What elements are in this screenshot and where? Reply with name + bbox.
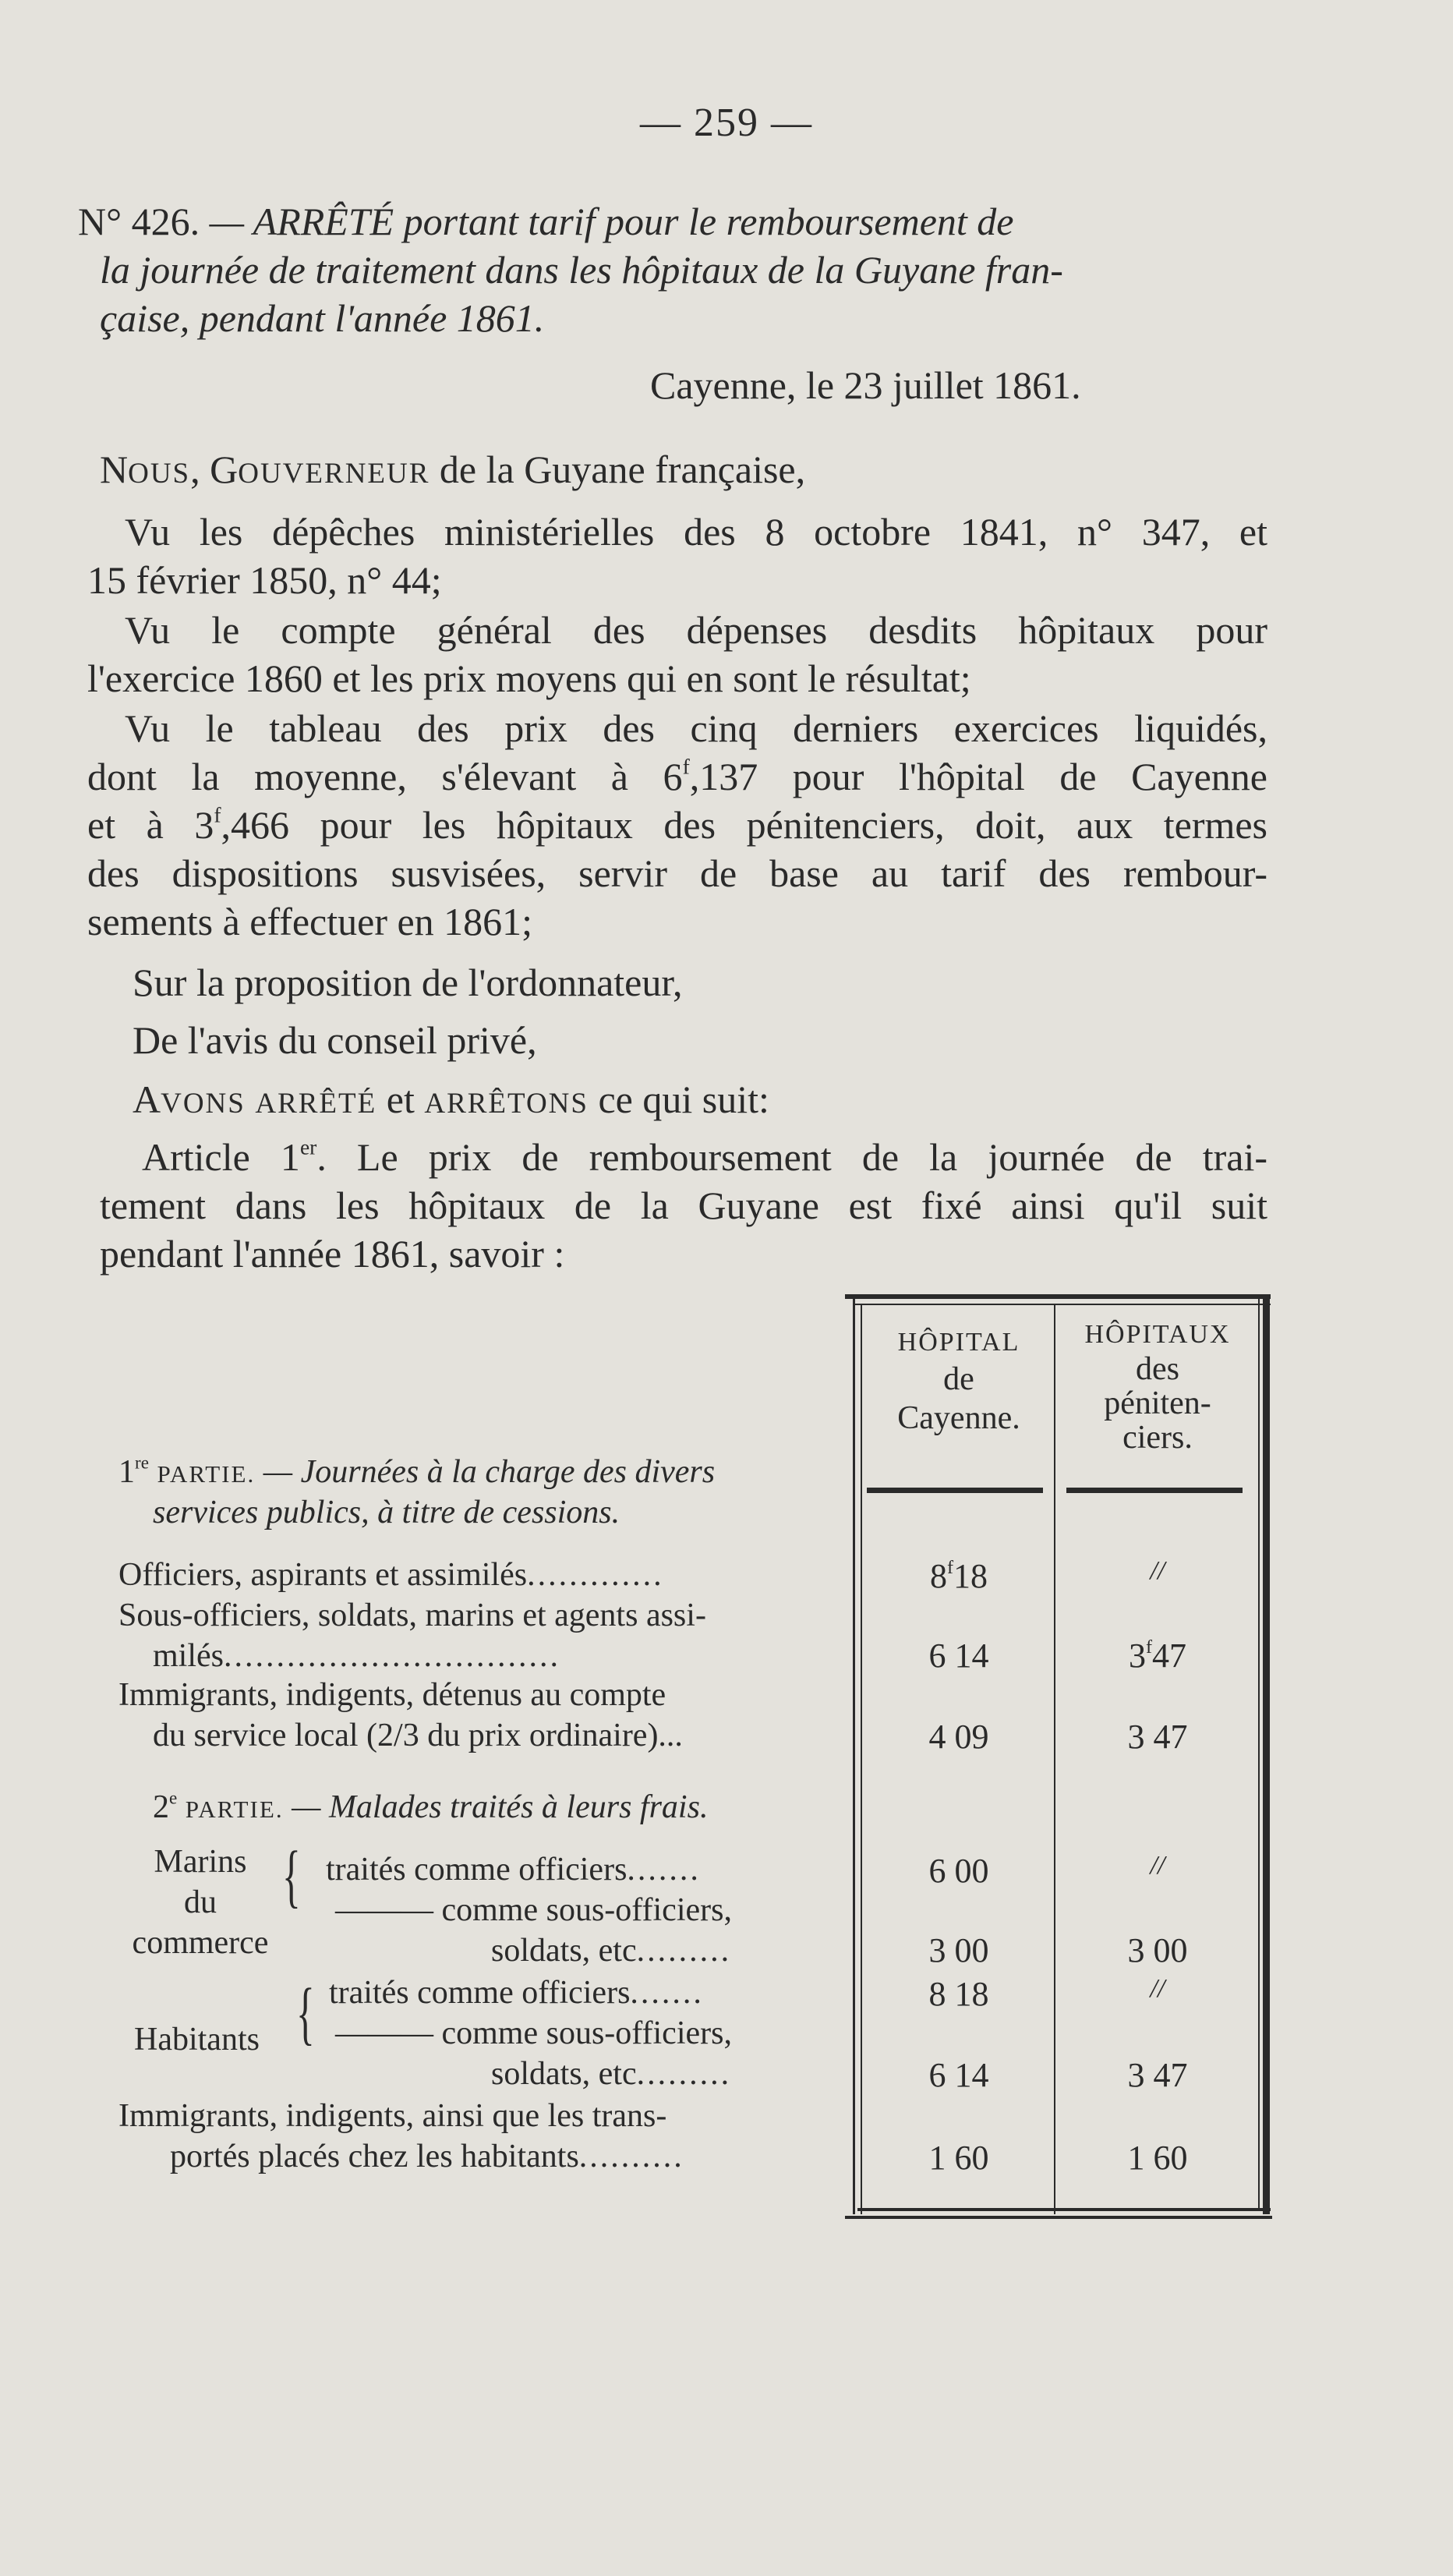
row-sous-officiers-penitenciers: 3$^f$47: [1128, 1636, 1187, 1675]
header-underline-2: [1066, 1488, 1243, 1493]
vu-line-2a: Vu le compte général des dépenses desdits hôpitaux pour: [125, 608, 1267, 652]
row-officiers-penitenciers: //: [1150, 1556, 1165, 1585]
group-marins-commerce: Marins du commerce: [132, 1844, 269, 1961]
table-top-rule-thin: [854, 1304, 1271, 1305]
vu-line-3e: sements à effectuer en 1861;: [87, 900, 533, 943]
row-habitants-sous-officiers-penitenciers: 3 47: [1127, 2056, 1188, 2094]
row-habitants-sous-officiers-label-1: ——— comme sous-officiers,: [335, 2015, 732, 2051]
row-marins-sous-officiers-cayenne: 3 00: [928, 1931, 989, 1969]
row-habitants-officiers-penitenciers: //: [1150, 1974, 1165, 2003]
article-1-line2: tement dans les hôpitaux de la Guyane est fixé ainsi qu'il suit: [100, 1184, 1267, 1227]
sur-proposition-line: Sur la proposition de l'ordonnateur,: [133, 961, 683, 1004]
table-right-border: [1263, 1294, 1270, 2214]
table-left-border: [853, 1294, 855, 2214]
row-marins-officiers-label: traités comme officiers.......: [326, 1852, 701, 1888]
row-sous-officiers-cayenne: 6 14: [928, 1637, 989, 1675]
vu-line-3a: Vu le tableau des prix des cinq derniers exercices liquidés,: [125, 706, 1267, 750]
vu-line-2b: l'exercice 1860 et les prix moyens qui en sont le résultat;: [87, 656, 971, 700]
preamble-nous-line: NOUS, GOUVERNEUR de la Guyane française,: [100, 448, 806, 491]
row-transportes-label-1: Immigrants, indigents, ainsi que les trans-: [118, 2098, 667, 2134]
vu-line-3b: dont la moyenne, s'élevant à 6$^f$,137 pour l'hôpital de Cayenne: [87, 754, 1267, 798]
header-underline-1: [867, 1488, 1043, 1493]
row-habitants-officiers-label: traités comme officiers.......: [329, 1975, 704, 2011]
article-1-line3: pendant l'année 1861, savoir :: [100, 1232, 565, 1276]
row-marins-officiers-penitenciers: //: [1150, 1851, 1165, 1880]
avis-conseil-line: De l'avis du conseil privé,: [133, 1018, 537, 1062]
article-1-line1: Article 1er. Le prix de remboursement de la journée de trai-: [142, 1134, 1267, 1179]
group-habitants: Habitants: [134, 2022, 260, 2058]
vu-line-3c: et à 3$^f$,466 pour les hôpitaux des pénitenciers, doit, aux termes: [87, 802, 1268, 847]
row-immigrants-penitenciers: 3 47: [1127, 1718, 1188, 1756]
dateline: Cayenne, le 23 juillet 1861.: [650, 363, 1081, 407]
page-number: — 259 —: [640, 101, 813, 145]
row-marins-officiers-cayenne: 6 00: [928, 1852, 989, 1890]
row-transportes-label-2: portés placés chez les habitants..........: [170, 2139, 684, 2174]
table-left-border-inner: [861, 1304, 862, 2214]
row-immigrants-label-1: Immigrants, indigents, détenus au compte: [118, 1677, 666, 1713]
avons-arrete-line: AVONS ARRÊTÉ et ARRÊTONS ce qui suit:: [133, 1077, 769, 1121]
row-marins-sous-officiers-penitenciers: 3 00: [1127, 1931, 1188, 1969]
row-officiers-label: Officiers, aspirants et assimilés.............: [118, 1557, 664, 1593]
header-hopital-cayenne: HÔPITAL de Cayenne.: [897, 1328, 1020, 1436]
row-sous-officiers-label-2: milés................................: [153, 1638, 560, 1674]
row-immigrants-cayenne: 4 09: [928, 1718, 989, 1756]
decree-heading-line1: [78, 196, 1014, 246]
decree-title-line3: çaise, pendant l'année 1861.: [100, 296, 545, 340]
vu-line-1b: 15 février 1850, n° 44;: [87, 558, 442, 602]
row-habitants-sous-officiers-label-2: soldats, etc.........: [491, 2056, 732, 2092]
row-habitants-sous-officiers-cayenne: 6 14: [928, 2056, 989, 2094]
decree-title-line1: — ARRÊTÉ portant tarif pour le remboursement de: [209, 200, 1014, 243]
brace-habitants: {: [296, 1975, 315, 2052]
table-top-rule: [845, 1294, 1271, 1299]
row-marins-sous-officiers-label-2: soldats, etc.........: [491, 1933, 732, 1969]
part1-heading-line2: services publics, à titre de cessions.: [153, 1495, 620, 1530]
row-officiers-cayenne: 8$^f$18: [929, 1556, 988, 1595]
part2-heading: 2e PARTIE. — Malades traités à leurs frais.: [153, 1787, 709, 1825]
decree-number: N° 426.: [78, 200, 200, 243]
row-sous-officiers-label-1: Sous-officiers, soldats, marins et agents assi-: [118, 1598, 706, 1633]
row-habitants-officiers-cayenne: 8 18: [928, 1975, 989, 2013]
row-transportes-penitenciers: 1 60: [1127, 2139, 1188, 2177]
table-column-divider: [1054, 1304, 1055, 2214]
row-immigrants-label-2: du service local (2/3 du prix ordinaire)...: [153, 1718, 683, 1753]
table-bottom-rule-2: [845, 2216, 1272, 2219]
row-transportes-cayenne: 1 60: [928, 2139, 989, 2177]
header-hopitaux-penitenciers: HÔPITAUX des péniten- ciers.: [1084, 1320, 1231, 1456]
decree-title-line2: la journée de traitement dans les hôpitaux de la Guyane fran-: [100, 248, 1063, 292]
brace-marins: {: [282, 1838, 301, 1915]
table-right-border-inner: [1258, 1294, 1260, 2208]
row-marins-sous-officiers-label-1: ——— comme sous-officiers,: [335, 1892, 732, 1928]
vu-line-1a: Vu les dépêches ministérielles des 8 octobre 1841, n° 347, et: [125, 510, 1267, 554]
vu-line-3d: des dispositions susvisées, servir de base au tarif des rembour-: [87, 851, 1267, 895]
part1-heading: 1re PARTIE. — Journées à la charge des divers: [118, 1452, 716, 1490]
table-bottom-rule: [857, 2208, 1271, 2211]
